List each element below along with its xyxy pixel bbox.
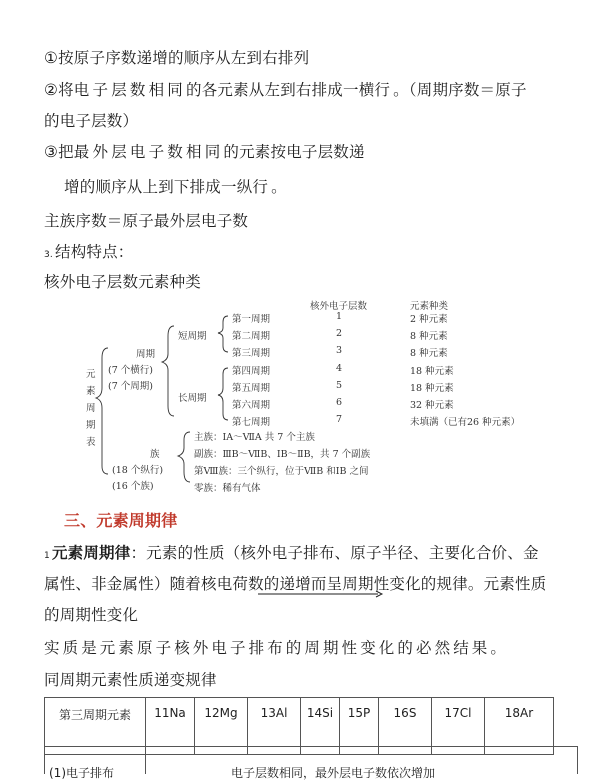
- group-number-formula: 主族序数＝原子最外层电子数: [44, 212, 249, 230]
- list-item-3-text: 的元素按电子层数递: [223, 143, 365, 161]
- list-item-3: [44, 140, 365, 162]
- list-item-3-row-word: 行: [252, 178, 272, 196]
- table-header-cell: 11Na: [146, 698, 195, 755]
- period-group-count: (7 个周期): [108, 381, 153, 392]
- period-4-kinds: 18 种元素: [410, 366, 454, 377]
- period-4-name: 第四周期: [232, 366, 271, 377]
- root-char-1: 元: [86, 369, 96, 380]
- period-5-name: 第五周期: [232, 383, 271, 394]
- list-item-2-prefix: ②将: [44, 81, 74, 99]
- main-groups: 主族：ⅠA～ⅦA 共 7 个主族: [194, 432, 315, 443]
- column-header-kinds: 元素种类: [410, 301, 449, 312]
- table-title: 同周期元素性质递变规律: [44, 671, 217, 689]
- diagram-heading: 核外电子层数元素种类: [44, 273, 202, 291]
- list-item-2-row-word: 行: [374, 81, 394, 99]
- list-item-3-period: 。: [271, 178, 287, 196]
- list-item-2-note: 。（周期序数＝原子: [393, 81, 527, 99]
- period-7-layers: 7: [336, 414, 343, 425]
- table-header-cell: 14Si: [301, 698, 340, 755]
- law-line-4: 实质是元素原子核外电子排布的周期性变化的必然结果。: [44, 639, 510, 657]
- period-3-kinds: 8 种元素: [410, 348, 448, 359]
- table-header-cell: 13Al: [248, 698, 301, 755]
- period-group-rows: (7 个横行): [108, 365, 153, 376]
- periodic-table-structure-diagram: [78, 288, 578, 496]
- law-term: 元素周期律: [51, 544, 131, 562]
- period-2-kinds: 8 种元素: [410, 331, 448, 342]
- table-row: [44, 746, 578, 780]
- sub-groups: 副族：ⅢB～ⅦB、ⅠB～ⅡB，共 7 个副族: [194, 449, 371, 460]
- section-title: 三、元素周期律: [64, 511, 178, 530]
- column-header-layers: 核外电子层数: [310, 301, 368, 312]
- zero-group: 零族：稀有气体: [194, 483, 261, 494]
- table-header-cell: 18Ar: [485, 698, 554, 755]
- list-item-2: [44, 78, 527, 100]
- list-item-3-continued: [64, 175, 287, 197]
- table-row-label: (1)电子排布: [49, 766, 114, 780]
- long-period-label: 长周期: [178, 393, 207, 404]
- period-1-kinds: 2 种元素: [410, 314, 448, 325]
- period-group-label: 周期: [136, 349, 156, 360]
- list-item-2-text: 的各元素从左到右排成一横: [186, 81, 375, 99]
- section-3-heading: [44, 240, 134, 262]
- period-7-name: 第七周期: [232, 417, 271, 428]
- arrow-underline: [258, 590, 388, 600]
- list-item-2-continued: 的电子层数）: [44, 112, 139, 130]
- law-line-3: 的周期性变化: [44, 606, 139, 624]
- list-item-1: ①按原子序数递增的顺序从左到右排列: [44, 49, 310, 67]
- group-count: (16 个族): [112, 481, 154, 492]
- period-7-kinds: 未填满（已有26 种元素）: [410, 417, 521, 428]
- root-char-5: 表: [86, 437, 96, 448]
- group-label: 族: [150, 449, 160, 460]
- period-6-layers: 6: [336, 397, 343, 408]
- period-6-kinds: 32 种元素: [410, 400, 454, 411]
- law-line-2: 属性、非金属性）随着核电荷数的递增而呈周期性变化的规律。元素性质: [44, 575, 547, 593]
- law-number: 1: [44, 551, 50, 561]
- period-1-layers: 1: [336, 311, 343, 322]
- list-item-3-cont-text: 增的顺序从上到下排成一纵: [64, 178, 253, 196]
- table-header-label: 第三周期元素: [45, 698, 146, 755]
- list-item-3-prefix: ③把: [44, 143, 74, 161]
- list-item-2-emphasis: 电子层数相同: [73, 81, 186, 99]
- table-header-cell: 15P: [340, 698, 379, 755]
- section-3-title: 结构特点：: [55, 243, 134, 261]
- period-5-kinds: 18 种元素: [410, 383, 454, 394]
- table-header-cell: 17Cl: [432, 698, 485, 755]
- root-char-3: 周: [86, 403, 96, 414]
- list-item-3-emphasis: 最外层电子数相同: [73, 143, 224, 161]
- period-2-name: 第二周期: [232, 331, 271, 342]
- period-3-layers: 3: [336, 345, 343, 356]
- period-4-layers: 4: [336, 363, 343, 374]
- section-3-number: 3.: [44, 250, 53, 260]
- law-line-1-text: ：元素的性质（核外电子排布、原子半径、主要化合价、金: [130, 544, 539, 562]
- group-columns: (18 个纵行): [112, 465, 164, 476]
- period-6-name: 第六周期: [232, 400, 271, 411]
- table-header-cell: 16S: [379, 698, 432, 755]
- period-5-layers: 5: [336, 380, 343, 391]
- period-1-name: 第一周期: [232, 314, 271, 325]
- period-3-name: 第三周期: [232, 348, 271, 359]
- short-period-label: 短周期: [178, 331, 207, 342]
- table-header-cell: 12Mg: [195, 698, 248, 755]
- period-2-layers: 2: [336, 328, 343, 339]
- table-row-value: 电子层数相同，最外层电子数依次增加: [231, 766, 436, 780]
- group-eight: 第Ⅷ族：三个纵行，位于ⅦB 和ⅠB 之间: [194, 466, 369, 477]
- root-char-4: 期: [86, 420, 96, 431]
- root-char-2: 素: [86, 386, 96, 397]
- law-line-1: [44, 541, 539, 563]
